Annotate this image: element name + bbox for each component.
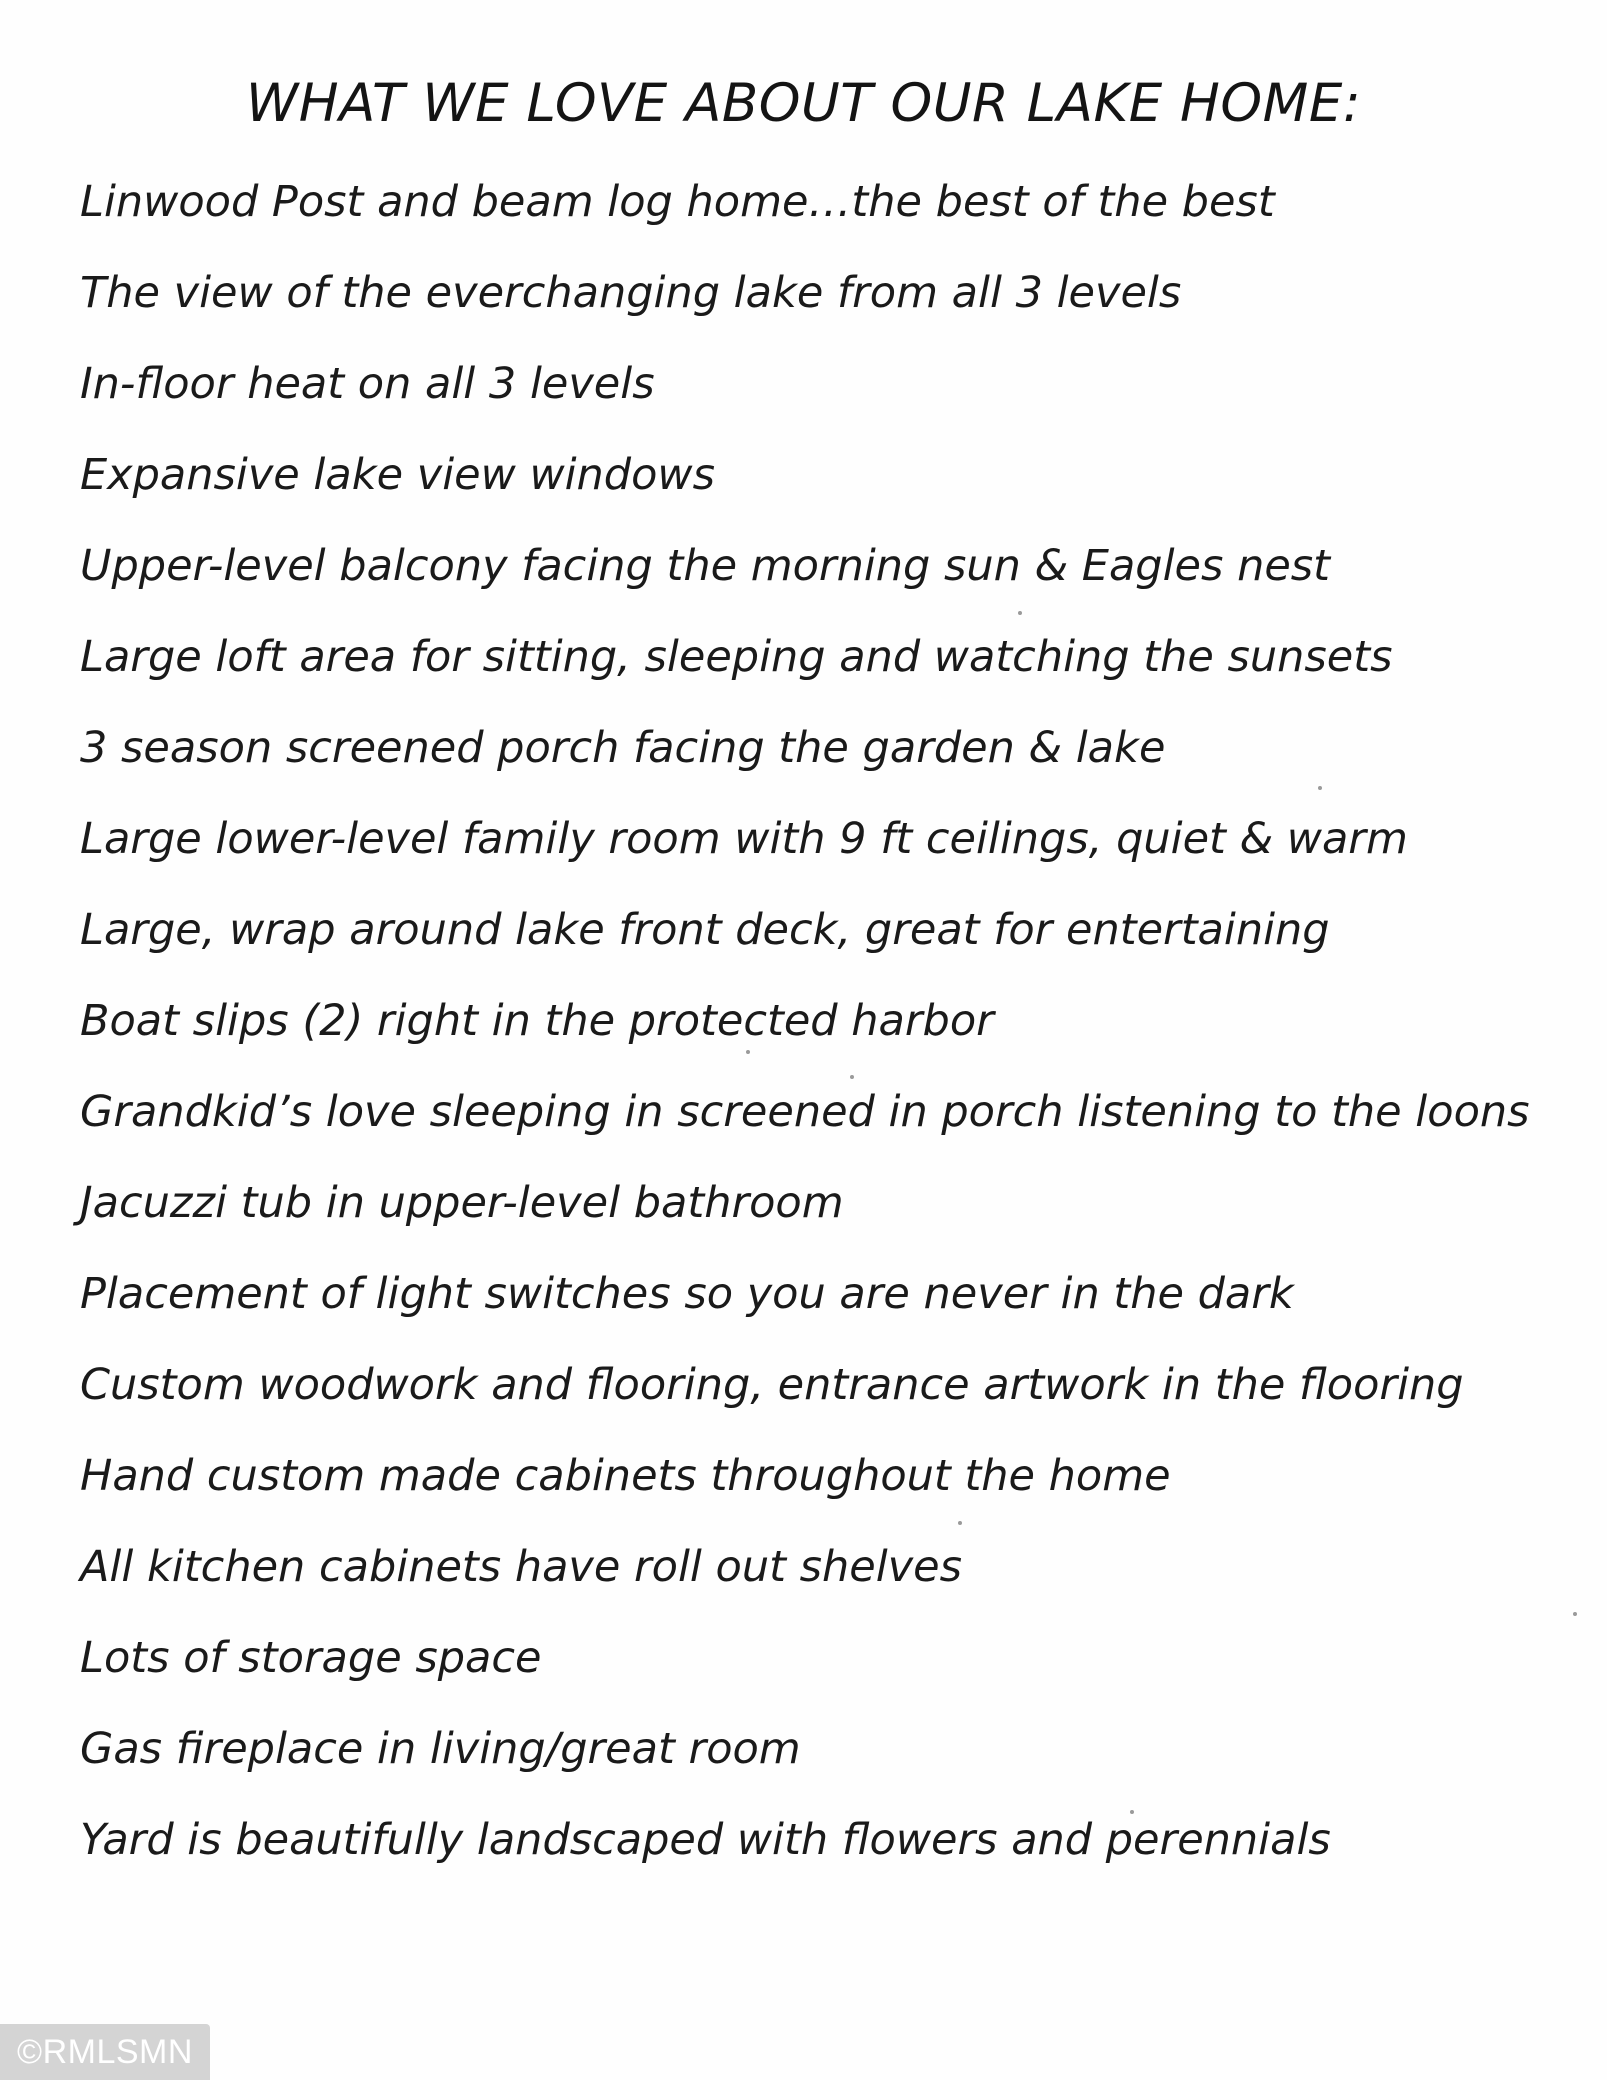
list-item: Large, wrap around lake front deck, great for entertaining <box>80 905 1330 955</box>
list-item: All kitchen cabinets have roll out shelves <box>80 1542 963 1592</box>
list-item: Grandkid’s love sleeping in screened in porch listening to the loons <box>80 1087 1530 1137</box>
list-item: Linwood Post and beam log home…the best of the best <box>80 177 1275 227</box>
list-item: Expansive lake view windows <box>80 450 715 500</box>
scan-speck <box>1018 611 1022 615</box>
list-item: Yard is beautifully landscaped with flowers and perennials <box>80 1815 1331 1865</box>
list-item: Upper-level balcony facing the morning sun & Eagles nest <box>80 541 1331 591</box>
scan-speck <box>746 1050 750 1054</box>
scan-speck <box>1573 1612 1577 1616</box>
scan-speck <box>850 1075 854 1079</box>
document-title: WHAT WE LOVE ABOUT OUR LAKE HOME: <box>245 73 1362 134</box>
scan-speck <box>958 1521 962 1525</box>
scan-speck <box>1130 1810 1134 1814</box>
list-item: Large loft area for sitting, sleeping and watching the sunsets <box>80 632 1393 682</box>
copyright-watermark: ©RMLSMN <box>0 2024 210 2080</box>
list-item: Lots of storage space <box>80 1633 542 1683</box>
list-item: Gas fireplace in living/great room <box>80 1724 801 1774</box>
list-item: Large lower-level family room with 9 ft ceilings, quiet & warm <box>80 814 1408 864</box>
list-item: Custom woodwork and flooring, entrance artwork in the flooring <box>80 1360 1464 1410</box>
list-item: Hand custom made cabinets throughout the home <box>80 1451 1171 1501</box>
list-item: Boat slips (2) right in the protected harbor <box>80 996 994 1046</box>
list-item: Jacuzzi tub in upper-level bathroom <box>80 1178 844 1228</box>
list-item: In-floor heat on all 3 levels <box>80 359 655 409</box>
list-item: 3 season screened porch facing the garden & lake <box>80 723 1166 773</box>
list-item: Placement of light switches so you are never in the dark <box>80 1269 1294 1319</box>
scan-speck <box>1318 786 1322 790</box>
list-item: The view of the everchanging lake from all 3 levels <box>80 268 1182 318</box>
features-list <box>80 160 1580 1889</box>
